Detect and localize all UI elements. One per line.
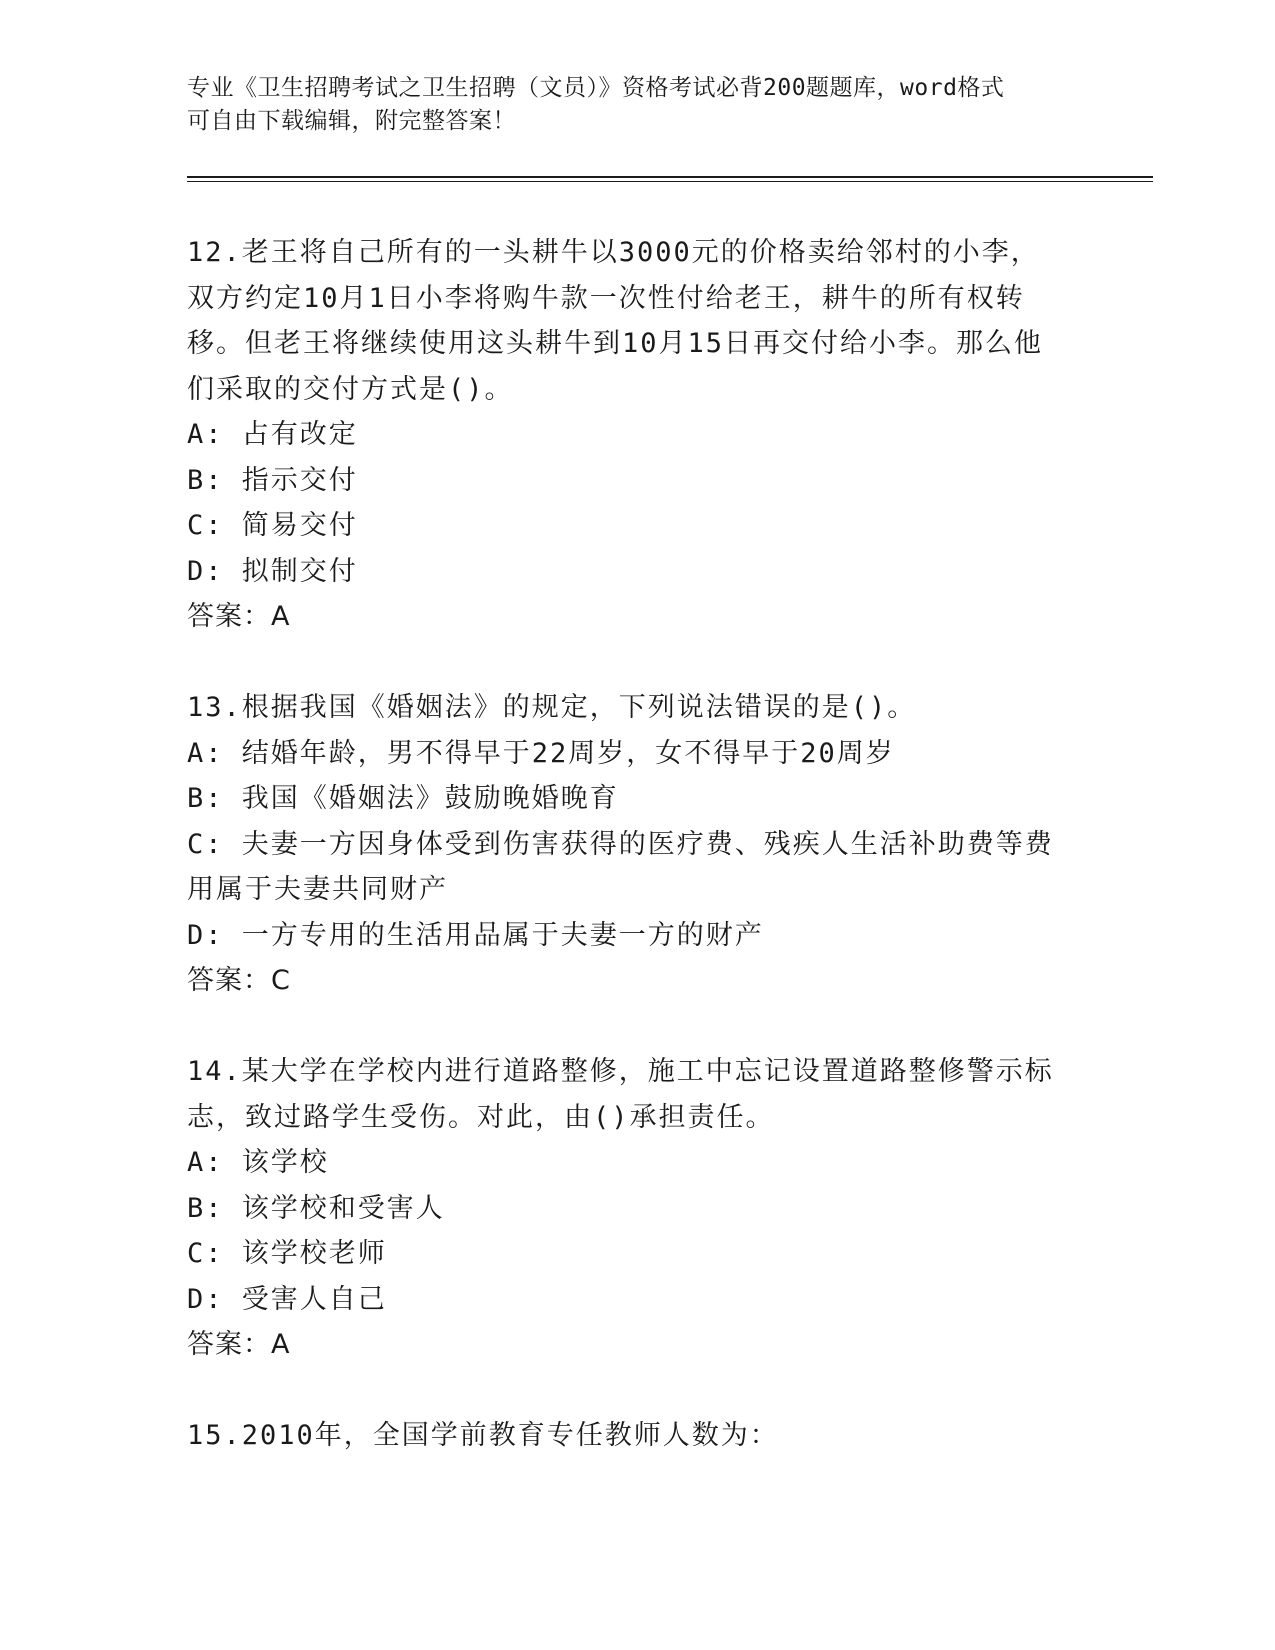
question-stem: 12.老王将自己所有的一头耕牛以3000元的价格卖给邻村的小李，双方约定10月1日小李将购牛款一次性付给老王，耕牛的所有权转移。但老王将继续使用这头耕牛到10月15日再交付给小李。那么他们采取的交付方式是()。 xyxy=(187,237,1044,405)
option-d: D: 一方专用的生活用品属于夫妻一方的财产 xyxy=(187,919,764,951)
question-stem: 14.某大学在学校内进行道路整修，施工中忘记设置道路整修警示标志，致过路学生受伤。对此，由()承担责任。 xyxy=(187,1056,1054,1133)
question-13 xyxy=(187,685,1067,1004)
option-b: B: 我国《婚姻法》鼓励晚婚晚育 xyxy=(187,783,619,814)
header-title-line2: 可自由下载编辑，附完整答案！ xyxy=(187,108,516,134)
option-c: C: 简易交付 xyxy=(187,510,358,541)
option-c: C: 该学校老师 xyxy=(187,1238,387,1269)
option-a: A: 占有改定 xyxy=(187,419,358,450)
header-divider-thin xyxy=(187,181,1153,182)
option-a: A: 结婚年龄，男不得早于22周岁，女不得早于20周岁 xyxy=(187,737,895,769)
question-12 xyxy=(187,230,1067,640)
question-stem: 13.根据我国《婚姻法》的规定，下列说法错误的是()。 xyxy=(187,692,917,723)
option-b: B: 该学校和受害人 xyxy=(187,1192,445,1224)
question-stem: 15.2010年，全国学前教育专任教师人数为： xyxy=(187,1420,779,1451)
option-b: B: 指示交付 xyxy=(187,464,358,496)
document-header xyxy=(187,72,1067,138)
question-list xyxy=(187,230,1067,1504)
question-14 xyxy=(187,1049,1067,1368)
option-d: D: 受害人自己 xyxy=(187,1283,387,1315)
answer-label: 答案：A xyxy=(187,1329,291,1360)
option-a: A: 该学校 xyxy=(187,1147,329,1178)
header-divider-thick xyxy=(187,176,1153,178)
answer-label: 答案：C xyxy=(187,965,291,996)
question-15 xyxy=(187,1413,1067,1459)
answer-label: 答案：A xyxy=(187,601,291,632)
option-d: D: 拟制交付 xyxy=(187,555,358,587)
option-c: C: 夫妻一方因身体受到伤害获得的医疗费、残疾人生活补助费等费用属于夫妻共同财产 xyxy=(187,828,1054,905)
header-title-line1: 专业《卫生招聘考试之卫生招聘（文员）》资格考试必背200题题库，word格式 xyxy=(187,75,1005,101)
